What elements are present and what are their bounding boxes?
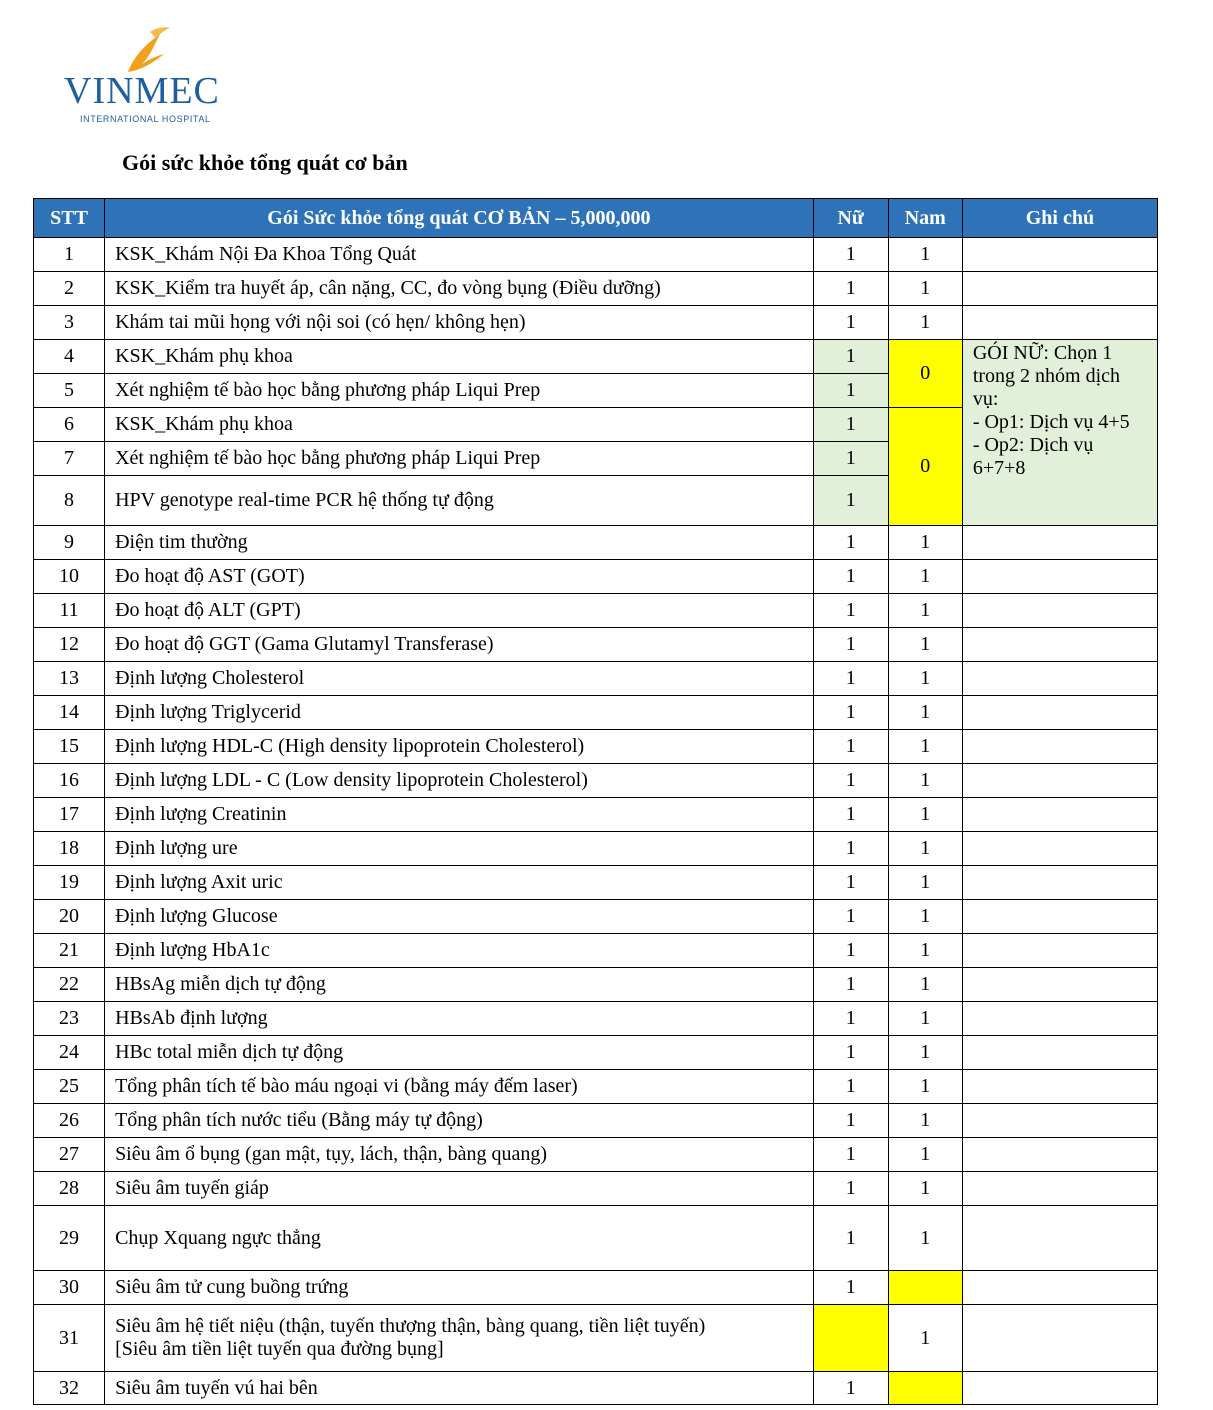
service-name-line: Điện tim thường (115, 531, 248, 553)
table-row (34, 934, 1158, 968)
table-row (34, 1305, 1158, 1372)
service-name-line: Tổng phân tích tế bào máu ngoại vi (bằng máy đếm laser) (115, 1075, 578, 1097)
table-row (34, 900, 1158, 934)
row-stt: 12 (34, 628, 105, 662)
table-row (34, 1271, 1158, 1305)
header-male: Nam (888, 199, 962, 238)
row-service-name (105, 1002, 814, 1036)
row-service-name (105, 798, 814, 832)
option-note-text: GÓI NỮ: Chọn 1 trong 2 nhóm dịch vụ: - Op1: Dịch vụ 4+5 - Op2: Dịch vụ 6+7+8 (972, 342, 1130, 479)
row-note (962, 594, 1157, 628)
option-note (962, 340, 1157, 526)
row-male-value: 1 (888, 696, 962, 730)
row-note (962, 1172, 1157, 1206)
row-note (962, 866, 1157, 900)
table-row (34, 696, 1158, 730)
row-stt: 8 (34, 476, 105, 526)
row-service-name (105, 594, 814, 628)
service-name-line: Siêu âm tuyến vú hai bên (115, 1376, 318, 1399)
row-service-name (105, 1104, 814, 1138)
service-name-line: Xét nghiệm tế bào học bằng phương pháp Liqui Prep (115, 379, 541, 401)
row-male-value: 1 (888, 1172, 962, 1206)
row-note (962, 1305, 1157, 1372)
row-male-value: 1 (888, 1206, 962, 1271)
row-stt: 6 (34, 408, 105, 442)
row-male-value: 1 (888, 1002, 962, 1036)
table-row (34, 730, 1158, 764)
row-male-value: 1 (888, 798, 962, 832)
row-male-value: 1 (888, 238, 962, 272)
row-stt: 10 (34, 560, 105, 594)
row-female-value: 1 (813, 340, 888, 374)
row-note (962, 764, 1157, 798)
row-service-name (105, 696, 814, 730)
table-row (34, 1036, 1158, 1070)
table-row (34, 238, 1158, 272)
service-name-line: Định lượng Triglycerid (115, 701, 301, 723)
row-female-value: 1 (813, 730, 888, 764)
row-stt: 3 (34, 306, 105, 340)
row-note (962, 968, 1157, 1002)
row-stt: 13 (34, 662, 105, 696)
row-male-value: 1 (888, 900, 962, 934)
header-female: Nữ (813, 199, 888, 238)
service-name-line: Khám tai mũi họng với nội soi (có hẹn/ không hẹn) (115, 311, 526, 333)
row-stt: 9 (34, 526, 105, 560)
row-female-value: 1 (813, 696, 888, 730)
row-female-value: 1 (813, 442, 888, 476)
row-female-value: 1 (813, 798, 888, 832)
row-service-name (105, 238, 814, 272)
row-note (962, 832, 1157, 866)
row-male-value (888, 1372, 962, 1405)
row-service-name (105, 934, 814, 968)
row-stt: 22 (34, 968, 105, 1002)
row-female-value: 1 (813, 934, 888, 968)
row-note (962, 934, 1157, 968)
row-service-name (105, 730, 814, 764)
service-name-line: Định lượng ure (115, 837, 238, 859)
row-note (962, 900, 1157, 934)
row-female-value: 1 (813, 1206, 888, 1271)
row-service-name (105, 1305, 814, 1372)
row-female-value: 1 (813, 272, 888, 306)
row-note (962, 1104, 1157, 1138)
service-name-line: Siêu âm tử cung buồng trứng (115, 1276, 349, 1298)
row-female-value: 1 (813, 968, 888, 1002)
service-name-line: Siêu âm hệ tiết niệu (thận, tuyến thượng thận, bàng quang, tiền liệt tuyến) (115, 1315, 706, 1337)
service-name-line: Đo hoạt độ GGT (Gama Glutamyl Transferase) (115, 633, 494, 655)
table-row (34, 340, 1158, 374)
row-note (962, 560, 1157, 594)
row-stt: 31 (34, 1305, 105, 1372)
row-service-name (105, 1172, 814, 1206)
row-note (962, 1138, 1157, 1172)
row-stt: 7 (34, 442, 105, 476)
row-female-value: 1 (813, 560, 888, 594)
row-stt: 2 (34, 272, 105, 306)
row-female-value: 1 (813, 764, 888, 798)
row-female-value: 1 (813, 306, 888, 340)
row-service-name (105, 866, 814, 900)
row-note (962, 272, 1157, 306)
row-service-name (105, 1206, 814, 1271)
row-stt: 14 (34, 696, 105, 730)
option-male-value: 0 (888, 340, 962, 408)
row-note (962, 526, 1157, 560)
row-male-value: 1 (888, 272, 962, 306)
row-female-value: 1 (813, 1070, 888, 1104)
table-row (34, 1372, 1158, 1405)
table-row (34, 662, 1158, 696)
row-male-value: 1 (888, 594, 962, 628)
row-service-name (105, 900, 814, 934)
row-stt: 15 (34, 730, 105, 764)
row-note (962, 1206, 1157, 1271)
row-male-value: 1 (888, 306, 962, 340)
row-female-value: 1 (813, 476, 888, 526)
table-row (34, 866, 1158, 900)
table-row (34, 968, 1158, 1002)
row-service-name (105, 832, 814, 866)
row-service-name (105, 526, 814, 560)
table-header-row (34, 199, 1158, 238)
row-female-value: 1 (813, 408, 888, 442)
table-row (34, 1206, 1158, 1271)
row-service-name (105, 442, 814, 476)
service-name-line: Đo hoạt độ AST (GOT) (115, 565, 305, 587)
table-row (34, 628, 1158, 662)
row-note (962, 696, 1157, 730)
table-row (34, 306, 1158, 340)
row-service-name (105, 340, 814, 374)
row-male-value (888, 1271, 962, 1305)
service-name-line: Siêu âm tuyến giáp (115, 1177, 269, 1199)
row-note (962, 238, 1157, 272)
table-row (34, 560, 1158, 594)
row-stt: 23 (34, 1002, 105, 1036)
row-male-value: 1 (888, 1036, 962, 1070)
row-service-name (105, 374, 814, 408)
row-male-value: 1 (888, 1104, 962, 1138)
row-stt: 17 (34, 798, 105, 832)
row-stt: 29 (34, 1206, 105, 1271)
table-row (34, 1104, 1158, 1138)
table-row (34, 594, 1158, 628)
row-service-name (105, 306, 814, 340)
row-service-name (105, 1070, 814, 1104)
row-male-value: 1 (888, 934, 962, 968)
table-row (34, 1002, 1158, 1036)
table-row (34, 1138, 1158, 1172)
row-male-value: 1 (888, 730, 962, 764)
vinmec-logo (64, 26, 234, 122)
row-female-value: 1 (813, 1372, 888, 1405)
row-female-value: 1 (813, 1002, 888, 1036)
service-name-line: HBsAb định lượng (115, 1007, 268, 1029)
row-stt: 32 (34, 1372, 105, 1405)
service-name-line: Định lượng HDL-C (High density lipoprotein Cholesterol) (115, 735, 585, 757)
row-service-name (105, 968, 814, 1002)
header-package: Gói Sức khỏe tổng quát CƠ BẢN – 5,000,000 (105, 199, 814, 238)
service-name-line: Định lượng Axit uric (115, 871, 283, 893)
bird-icon (120, 26, 172, 74)
service-name-line: KSK_Khám Nội Đa Khoa Tổng Quát (115, 243, 417, 265)
row-stt: 20 (34, 900, 105, 934)
service-name-line: Đo hoạt độ ALT (GPT) (115, 599, 301, 621)
row-stt: 19 (34, 866, 105, 900)
row-male-value: 1 (888, 1070, 962, 1104)
row-female-value: 1 (813, 374, 888, 408)
row-service-name (105, 662, 814, 696)
header-stt: STT (34, 199, 105, 238)
row-stt: 26 (34, 1104, 105, 1138)
package-table (33, 198, 1158, 1405)
table-body (34, 238, 1158, 1405)
table-row (34, 1070, 1158, 1104)
row-stt: 16 (34, 764, 105, 798)
row-male-value: 1 (888, 526, 962, 560)
row-service-name (105, 272, 814, 306)
row-note (962, 1070, 1157, 1104)
service-name-line: Tổng phân tích nước tiểu (Bằng máy tự động) (115, 1109, 483, 1131)
row-male-value: 1 (888, 866, 962, 900)
row-service-name (105, 628, 814, 662)
row-female-value: 1 (813, 1172, 888, 1206)
service-name-line: HBsAg miễn dịch tự động (115, 973, 326, 995)
row-note (962, 1036, 1157, 1070)
row-male-value: 1 (888, 1305, 962, 1372)
row-female-value: 1 (813, 1138, 888, 1172)
service-name-line: KSK_Kiểm tra huyết áp, cân nặng, CC, đo vòng bụng (Điều dưỡng) (115, 277, 661, 299)
row-male-value: 1 (888, 662, 962, 696)
service-name-line: Xét nghiệm tế bào học bằng phương pháp Liqui Prep (115, 447, 541, 469)
row-stt: 4 (34, 340, 105, 374)
service-name-line: Chụp Xquang ngực thẳng (115, 1226, 321, 1249)
row-note (962, 730, 1157, 764)
row-service-name (105, 560, 814, 594)
row-note (962, 1372, 1157, 1405)
row-female-value: 1 (813, 526, 888, 560)
row-stt: 1 (34, 238, 105, 272)
service-name-line: Định lượng HbA1c (115, 939, 270, 961)
row-female-value: 1 (813, 628, 888, 662)
service-name-line-2: [Siêu âm tiền liệt tuyến qua đường bụng] (115, 1338, 444, 1360)
row-stt: 25 (34, 1070, 105, 1104)
service-name-line: HPV genotype real-time PCR hệ thống tự động (115, 489, 494, 511)
row-female-value (813, 1305, 888, 1372)
option-male-value: 0 (888, 408, 962, 526)
service-name-line: HBc total miễn dịch tự động (115, 1041, 344, 1063)
row-note (962, 1002, 1157, 1036)
row-service-name (105, 408, 814, 442)
row-note (962, 1271, 1157, 1305)
row-service-name (105, 764, 814, 798)
row-male-value: 1 (888, 968, 962, 1002)
row-male-value: 1 (888, 764, 962, 798)
row-service-name (105, 1372, 814, 1405)
service-name-line: Định lượng Glucose (115, 905, 278, 927)
row-female-value: 1 (813, 1271, 888, 1305)
row-service-name (105, 1036, 814, 1070)
row-male-value: 1 (888, 832, 962, 866)
service-name-line: KSK_Khám phụ khoa (115, 345, 293, 367)
table-row (34, 526, 1158, 560)
row-service-name (105, 1271, 814, 1305)
row-stt: 5 (34, 374, 105, 408)
header-note: Ghi chú (962, 199, 1157, 238)
service-name-line: Định lượng Creatinin (115, 803, 287, 825)
row-note (962, 662, 1157, 696)
brand-subtitle: INTERNATIONAL HOSPITAL (80, 114, 211, 124)
table-row (34, 1172, 1158, 1206)
row-female-value: 1 (813, 1036, 888, 1070)
row-male-value: 1 (888, 560, 962, 594)
row-stt: 28 (34, 1172, 105, 1206)
table-row (34, 798, 1158, 832)
table-row (34, 272, 1158, 306)
table-row (34, 832, 1158, 866)
row-note (962, 628, 1157, 662)
row-service-name (105, 476, 814, 526)
row-female-value: 1 (813, 238, 888, 272)
row-female-value: 1 (813, 1104, 888, 1138)
row-female-value: 1 (813, 832, 888, 866)
row-male-value: 1 (888, 628, 962, 662)
row-note (962, 798, 1157, 832)
row-female-value: 1 (813, 594, 888, 628)
row-stt: 30 (34, 1271, 105, 1305)
service-name-line: Định lượng Cholesterol (115, 667, 305, 689)
service-name-line: KSK_Khám phụ khoa (115, 413, 293, 435)
row-stt: 24 (34, 1036, 105, 1070)
row-female-value: 1 (813, 866, 888, 900)
row-note (962, 306, 1157, 340)
table-row (34, 764, 1158, 798)
brand-name: VINMEC (64, 70, 220, 112)
row-female-value: 1 (813, 662, 888, 696)
row-service-name (105, 1138, 814, 1172)
row-stt: 18 (34, 832, 105, 866)
service-name-line: Định lượng LDL - C (Low density lipoprotein Cholesterol) (115, 769, 588, 791)
row-stt: 21 (34, 934, 105, 968)
row-stt: 11 (34, 594, 105, 628)
row-female-value: 1 (813, 900, 888, 934)
service-name-line: Siêu âm ổ bụng (gan mật, tụy, lách, thận, bàng quang) (115, 1143, 547, 1165)
row-stt: 27 (34, 1138, 105, 1172)
page-title: Gói sức khỏe tổng quát cơ bản (122, 150, 408, 175)
row-male-value: 1 (888, 1138, 962, 1172)
